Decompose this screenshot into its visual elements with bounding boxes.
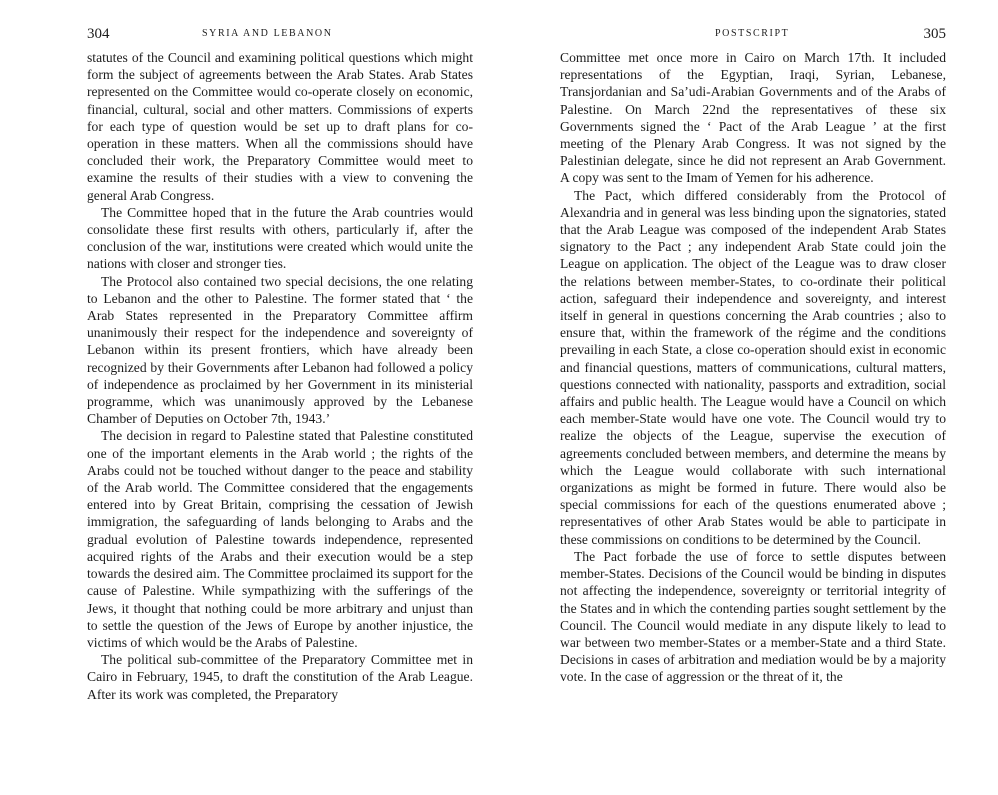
paragraph: The Protocol also contained two special decisions, the one relating to Lebanon and the other to Palestine. The former stated that ‘ the Arab States represented in the Preparatory Committee affirm unanimously their respect for the independence and sovereignty of Lebanon within its present frontiers, which have already been recognized by their Governments after Lebanon had followed a policy of independence as proclaimed by her Government in its ministerial programme, which was unanimously approved by the Lebanese Chamber of Deputies on October 7th, 1943.’ <box>87 273 473 427</box>
page-number-right: 305 <box>923 26 946 42</box>
running-head-title-left: SYRIA AND LEBANON <box>202 28 333 39</box>
paragraph: The political sub-committee of the Preparatory Committee met in Cairo in February, 1945, to draft the constitution of the Arab League. After its work was completed, the Preparatory <box>87 652 473 702</box>
running-head-left <box>87 26 473 46</box>
page-number-left: 304 <box>87 26 110 42</box>
running-head-right <box>560 26 946 46</box>
paragraph: The Pact, which differed considerably from the Protocol of Alexandria and in general was less binding upon the signatories, stated that the Arab League was composed of the independent Arab States signatory to the Pact ; any independent Arab State could join the League on application. The object of the League was to draw closer the relations between member-States, to co-ordinate their political action, safeguard their independence and sovereignty, and interest itself in general in questions concerning the Arab countries ; also to ensure that, within the framework of the régime and the conditions prevailing in each State, a close co-operation should exist in economic and financial questions, matters of communications, cultural matters, questions connected with nationality, passports and extradition, social affairs and public health. The League would have a Council on which each member-State would have one vote. The Council would try to realize the objects of the League, supervise the execution of agreements concluded between members, and determine the means by which the League would collaborate with such international organizations as might be formed in future. There would also be special commissions for each of the questions enumerated above ; representatives of other Arab States would be able to participate in these commissions on conditions to be determined by the Council. <box>560 187 946 547</box>
paragraph: The Committee hoped that in the future the Arab countries would consolidate these first results with others, particularly if, after the conclusion of the war, institutions were created which would unite the nations with closer and stronger ties. <box>87 204 473 272</box>
body-text-right <box>560 49 946 686</box>
paragraph: Committee met once more in Cairo on March 17th. It included representations of the Egyptian, Iraqi, Syrian, Lebanese, Transjordanian and Sa’udi-Arabian Governments and of the Arabs of Palestine. On March 22nd the representatives of these six Governments signed the ‘ Pact of the Arab League ’ at the first meeting of the Plenary Arab Congress. It was not signed by the Palestinian delegate, since he did not represent an Arab Government. A copy was sent to the Imam of Yemen for his adherence. <box>560 50 946 186</box>
paragraph: The Pact forbade the use of force to settle disputes between member-States. Decisions of the Council would be binding in disputes not affecting the independence, sovereignty or territorial integrity of the States and in which the contending parties sought settlement by the Council. The Council would mediate in any dispute likely to lead to war between two member-States or a member-State and a third State. Decisions in cases of arbitration and mediation would be by a majority vote. In the case of aggression or the threat of it, the <box>560 548 946 685</box>
running-head-title-right: POSTSCRIPT <box>715 28 790 39</box>
paragraph: statutes of the Council and examining political questions which might form the subject of agreements between the Arab States. Arab States represented on the Committee would co-operate closely on economic, financial, cultural, social and other matters. Commissions of experts for each type of question would be set up to draft plans for co-operation in these matters. When all the commissions should have concluded their work, the Preparatory Committee would meet to examine the results of their studies with a view to convening the general Arab Congress. <box>87 50 473 203</box>
paragraph: The decision in regard to Palestine stated that Palestine constituted one of the important elements in the Arab world ; the rights of the Arabs could not be touched without danger to the peace and stability of the Arab world. The Committee considered that the engagements entered into by Great Britain, comprising the cessation of Jewish immigration, the safeguarding of lands belonging to Arabs and the gradual evolution of Palestine towards independence, represented acquired rights of the Arabs and their execution would be a step towards the desired aim. The Committee proclaimed its support for the cause of Palestine. While sympathizing with the sufferings of the Jews, it thought that nothing could be more arbitrary and unjust than to settle the question of the Jews of Europe by another injustice, the victims of which would be the Arabs of Palestine. <box>87 428 473 650</box>
body-text-left <box>87 49 473 703</box>
